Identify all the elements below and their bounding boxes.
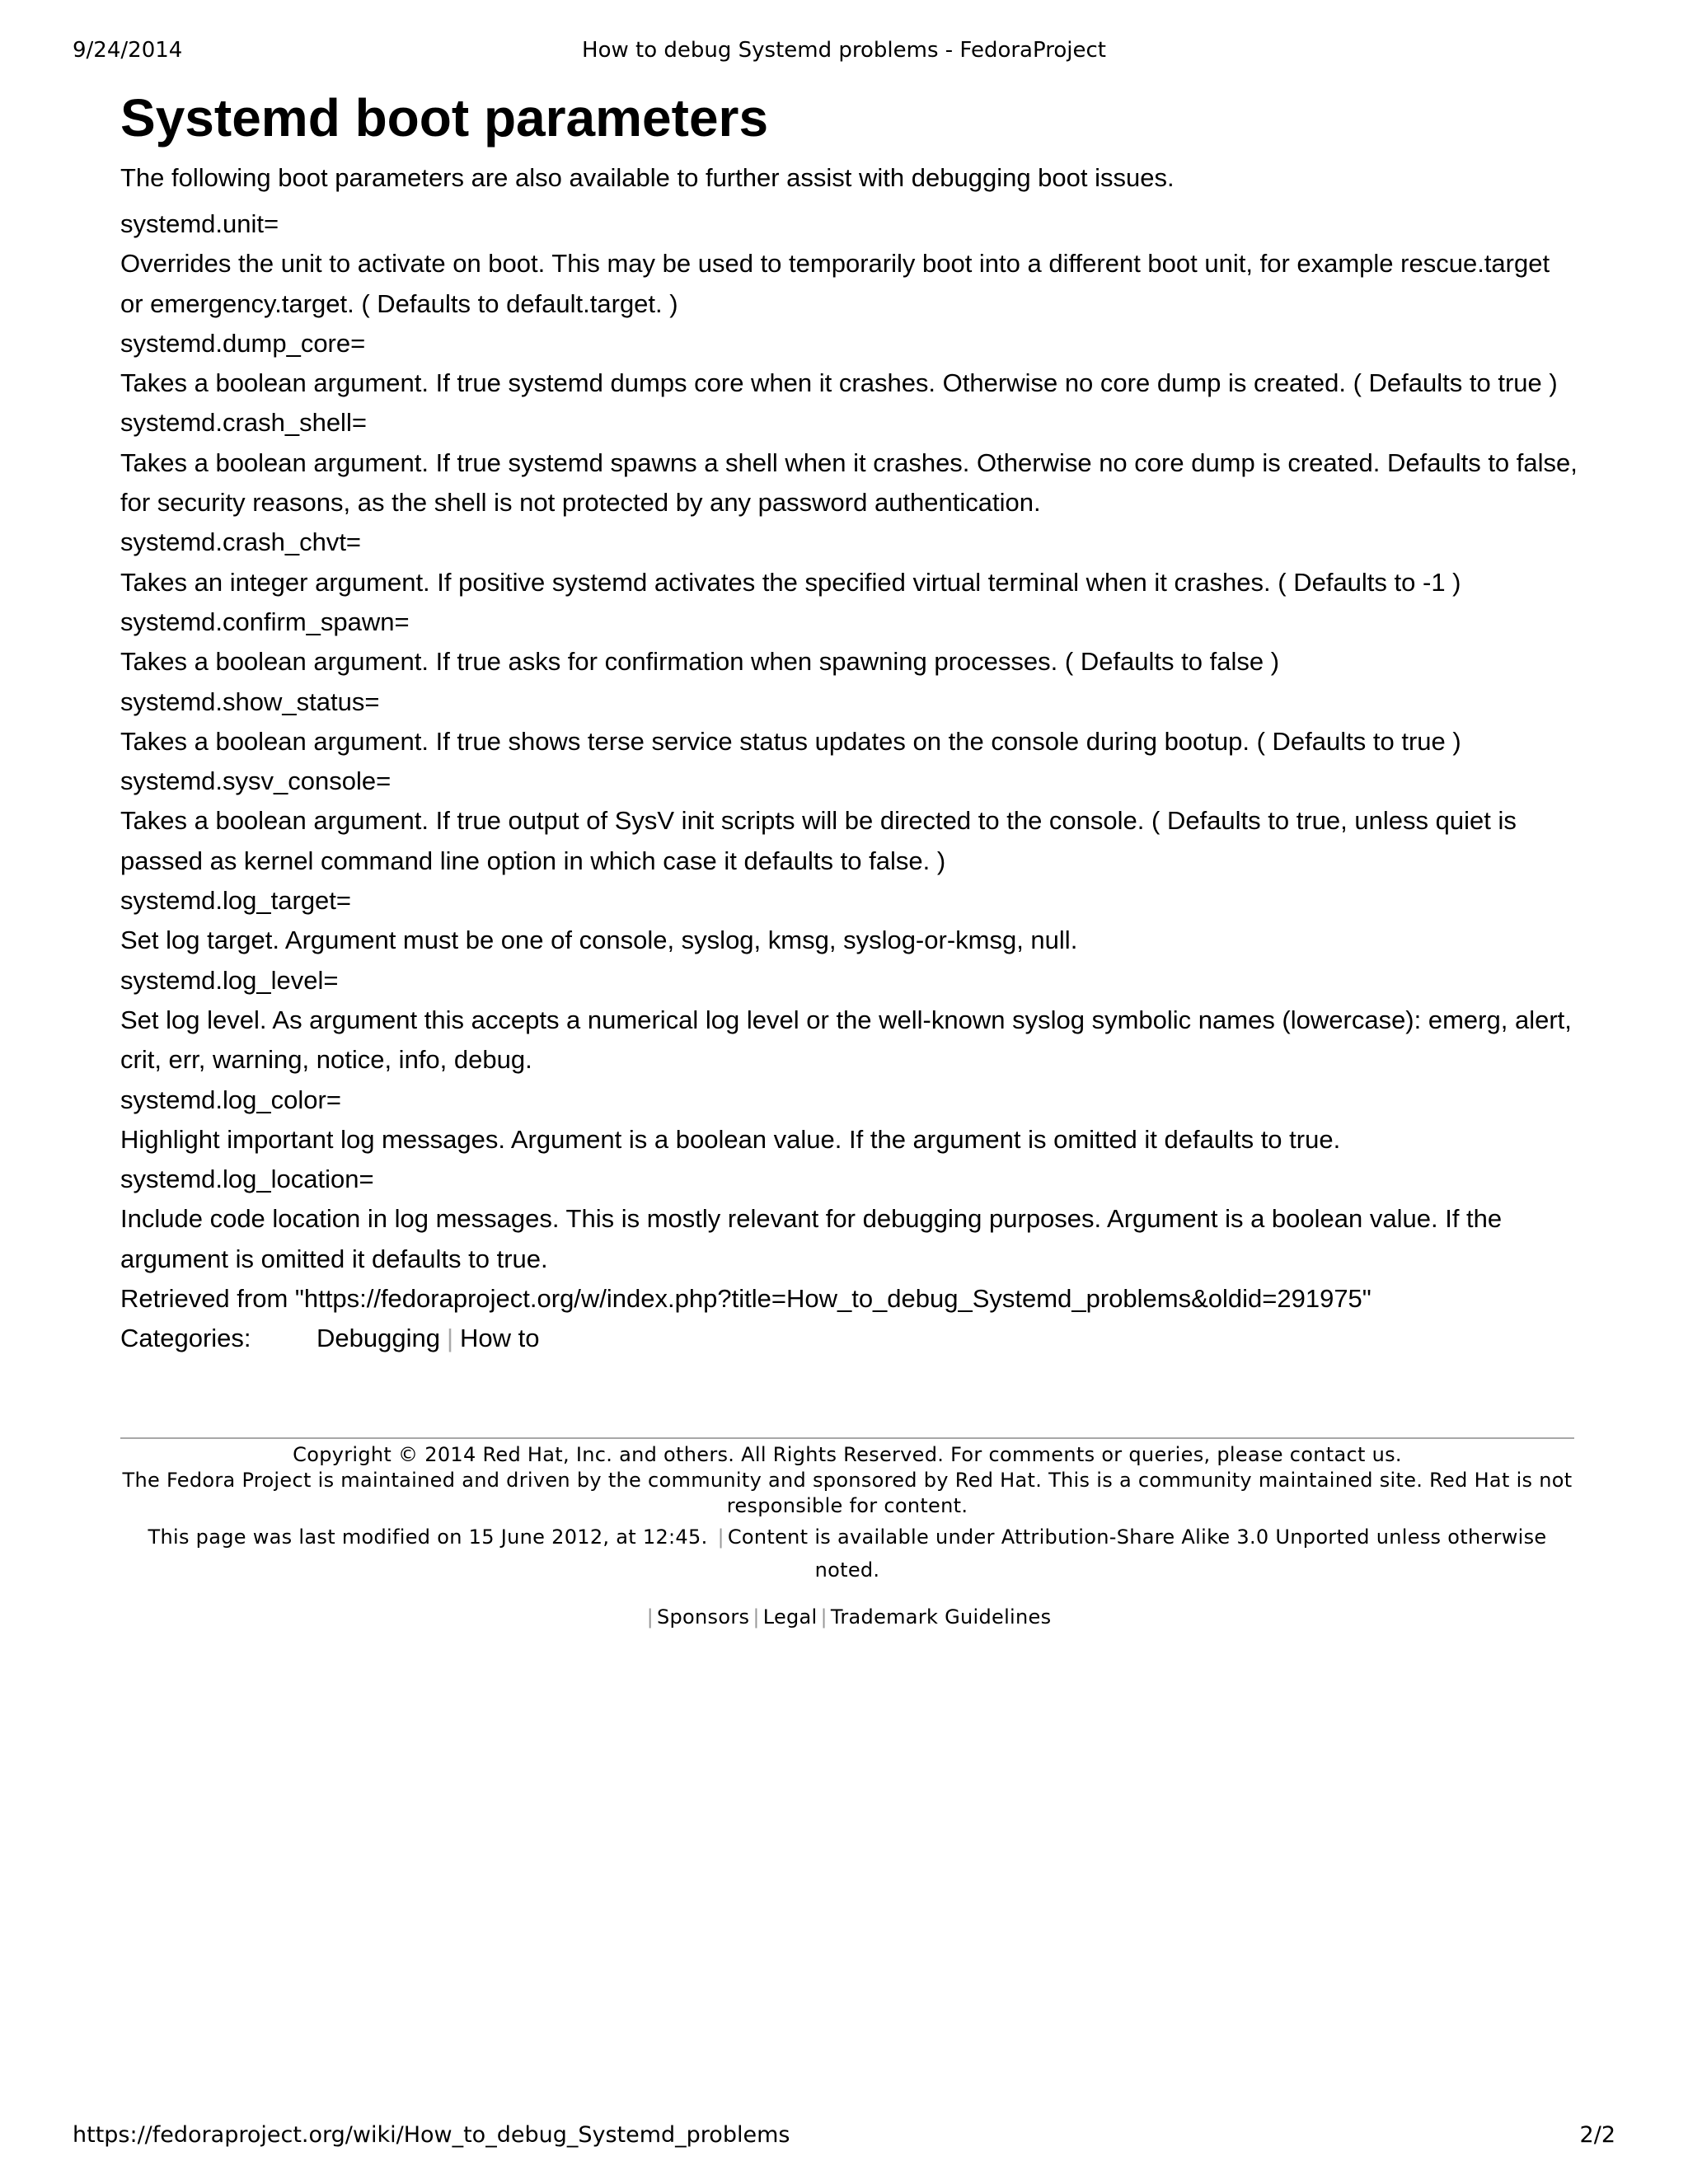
last-modified-text: This page was last modified on 15 June 2012, at 12:45. [148,1526,708,1549]
sponsors-link[interactable]: Sponsors [656,1605,750,1629]
print-header [0,38,1688,71]
parameter-name: systemd.log_level= [120,965,339,995]
footer-divider [120,1437,1574,1439]
parameter-item [120,403,1579,523]
footer-separator: | [753,1605,760,1629]
parameter-name: systemd.show_status= [120,687,380,716]
parameter-description: Takes a boolean argument. If true shows terse service status updates on the console during bootup. ( Defaults to true ) [120,726,1461,756]
category-link-debugging[interactable]: Debugging [316,1324,440,1353]
categories-label: Categories: [120,1324,251,1353]
parameter-item [120,602,1579,682]
parameter-description: Takes a boolean argument. If true output of SysV init scripts will be directed to the console. ( Defaults to true, unless quiet is passed as kernel command line option in which case it defaults to false. ) [120,806,1517,875]
legal-link[interactable]: Legal [762,1605,818,1629]
parameter-item [120,1160,1579,1279]
parameter-item [120,961,1579,1080]
print-date: 9/24/2014 [73,38,183,63]
parameter-name: systemd.sysv_console= [120,766,392,796]
category-link-how-to[interactable]: How to [460,1324,540,1353]
intro-paragraph: The following boot parameters are also available to further assist with debugging boot issues. [120,163,1175,192]
main-content [120,82,1579,1359]
footer-separator: | [820,1605,828,1629]
parameter-item [120,682,1579,762]
parameter-description: Set log level. As argument this accepts a numerical log level or the well-known syslog symbolic names (lowercase): emerg, alert, crit, err, warning, notice, info, debug. [120,1005,1572,1075]
parameter-description: Takes a boolean argument. If true asks for confirmation when spawning processes. ( Defaults to false ) [120,647,1280,677]
footer-separator: | [646,1605,654,1629]
parameter-item [120,324,1579,404]
category-separator: | [446,1324,454,1353]
print-page-number: 2/2 [1579,2122,1615,2148]
parameter-description: Set log target. Argument must be one of console, syslog, kmsg, syslog-or-kmsg, null. [120,926,1078,955]
print-page-title: How to debug Systemd problems - FedoraProject [582,38,1106,63]
parameter-item [120,523,1579,602]
parameter-name: systemd.log_location= [120,1165,374,1194]
parameter-description: Overrides the unit to activate on boot. This may be used to temporarily boot into a different boot unit, for example rescue.target or emergency.target. ( Defaults to default.target. ) [120,249,1550,318]
footer-separator: | [717,1526,724,1549]
parameter-name: systemd.log_color= [120,1085,341,1114]
parameter-description: Highlight important log messages. Argument is a boolean value. If the argument is omitted it defaults to true. [120,1124,1341,1154]
parameter-list [120,204,1579,1279]
maintained-text: The Fedora Project is maintained and driven by the community and sponsored by Red Hat. This is a community maintained site. Red Hat is not responsible for content. [122,1469,1573,1517]
parameter-description: Takes a boolean argument. If true systemd dumps core when it crashes. Otherwise no core dump is created. ( Defaults to true ) [120,368,1558,398]
footer-links [120,1605,1574,1630]
parameter-item [120,1080,1579,1160]
section-heading: Systemd boot parameters [120,88,769,148]
parameter-description: Include code location in log messages. This is mostly relevant for debugging purposes. Argument is a boolean value. If the argument is omitted it defaults to true. [120,1204,1503,1273]
parameter-description: Takes a boolean argument. If true systemd spawns a shell when it crashes. Otherwise no core dump is created. Defaults to false, for security reasons, as the shell is not protected by any password authentication. [120,448,1578,518]
parameter-item [120,204,1579,324]
parameter-item [120,762,1579,881]
site-footer [120,1442,1574,1630]
trademark-guidelines-link[interactable]: Trademark Guidelines [830,1605,1052,1629]
license-text: Content is available under Attribution-Share Alike 3.0 Unported unless otherwise noted. [727,1526,1547,1582]
parameter-name: systemd.confirm_spawn= [120,607,410,636]
modified-line [120,1521,1574,1586]
categories-bar [120,1319,1579,1358]
parameter-name: systemd.unit= [120,209,279,238]
parameter-name: systemd.dump_core= [120,328,366,358]
copyright-text: Copyright © 2014 Red Hat, Inc. and others. All Rights Reserved. For comments or queries, please contact us. [293,1443,1402,1466]
parameter-name: systemd.crash_chvt= [120,527,362,557]
parameter-description: Takes an integer argument. If positive systemd activates the specified virtual terminal when it crashes. ( Defaults to -1 ) [120,567,1461,597]
parameter-item [120,881,1579,961]
retrieved-from: Retrieved from "https://fedoraproject.org/w/index.php?title=How_to_debug_Systemd_problems&oldid=291975" [120,1284,1372,1314]
parameter-name: systemd.crash_shell= [120,408,367,438]
parameter-name: systemd.log_target= [120,886,352,916]
print-url: https://fedoraproject.org/wiki/How_to_debug_Systemd_problems [73,2122,790,2148]
